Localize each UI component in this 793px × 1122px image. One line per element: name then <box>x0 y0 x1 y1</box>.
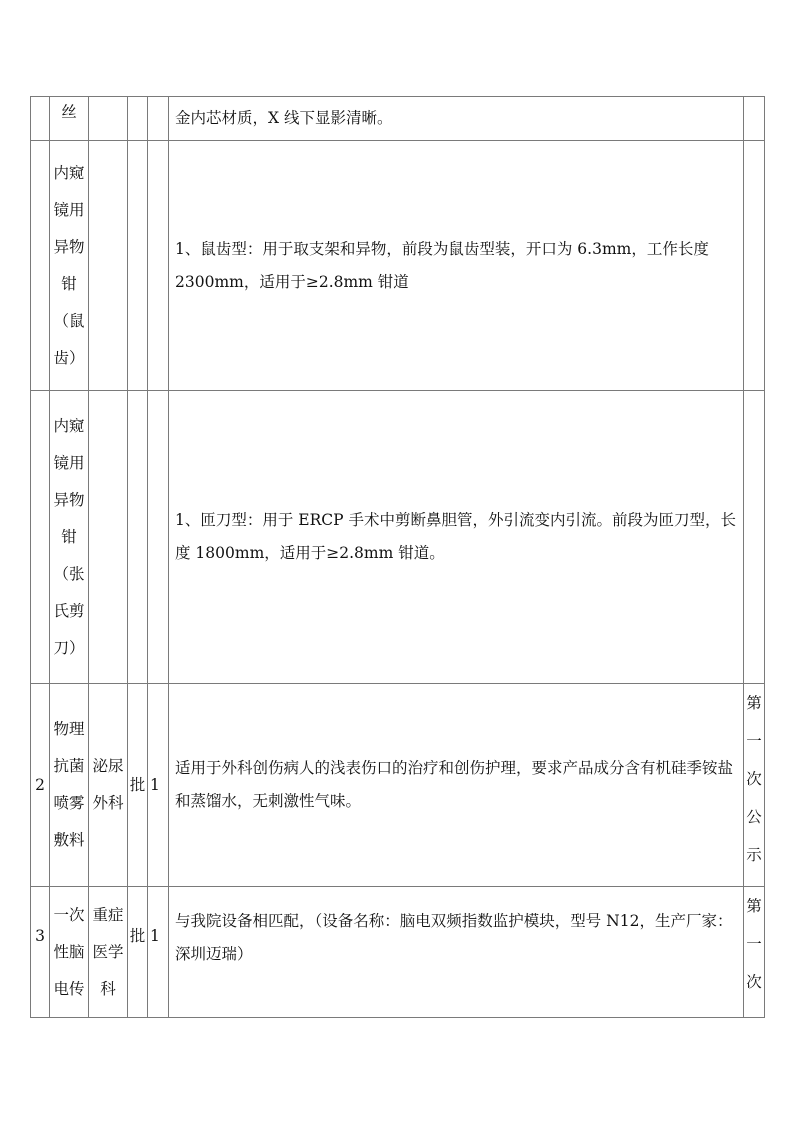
item-description: 适用于外科创伤病人的浅表伤口的治疗和创伤护理，要求产品成分含有机硅季铵盐和蒸馏水，无刺激性气味。 <box>169 684 744 887</box>
item-name-line: 钳 <box>61 274 77 293</box>
remark-char: 公 <box>746 808 762 826</box>
item-name-line: 一次 <box>53 905 85 924</box>
remark-char: 示 <box>746 846 762 864</box>
item-name-line: （张 <box>53 564 85 583</box>
item-name <box>50 391 89 684</box>
item-description: 与我院设备相匹配，（设备名称：脑电双频指数监护模块，型号 N12，生产厂家：深圳迈瑞） <box>169 887 744 1018</box>
quantity <box>148 391 169 684</box>
remark <box>744 97 765 141</box>
item-name-line: （鼠 <box>53 311 85 330</box>
procurement-table <box>30 96 765 1018</box>
unit: 批 <box>128 684 148 887</box>
remark-char: 第 <box>746 897 762 915</box>
item-name <box>50 684 89 887</box>
remark-char: 一 <box>746 732 762 750</box>
department <box>89 97 128 141</box>
item-description: 1、匝刀型：用于 ERCP 手术中剪断鼻胆管，外引流变内引流。前段为匝刀型，长度 1800mm，适用于≥2.8mm 钳道。 <box>169 391 744 684</box>
unit: 批 <box>128 887 148 1018</box>
department <box>89 887 128 1018</box>
remark <box>744 391 765 684</box>
quantity <box>148 141 169 391</box>
remark-char: 次 <box>746 973 762 991</box>
department-line: 科 <box>100 979 116 998</box>
department-line: 医学 <box>92 942 124 961</box>
item-name-line: 抗菌 <box>53 757 85 775</box>
remark-char: 第 <box>746 694 762 712</box>
quantity: 1 <box>148 887 169 1018</box>
item-description: 金内芯材质，X 线下显影清晰。 <box>169 97 744 141</box>
item-name-line: 镜用 <box>53 200 85 219</box>
item-name-line: 丝 <box>61 103 77 121</box>
department <box>89 391 128 684</box>
item-name-line: 电传 <box>53 979 85 998</box>
item-name-line: 氏剪 <box>53 601 85 620</box>
row-number <box>31 97 50 141</box>
item-name-line: 喷雾 <box>53 794 85 812</box>
quantity: 1 <box>148 684 169 887</box>
item-name-line: 性脑 <box>53 942 85 961</box>
unit <box>128 97 148 141</box>
unit <box>128 141 148 391</box>
item-name-line: 齿） <box>53 348 85 367</box>
item-name-line: 物理 <box>53 720 85 738</box>
item-name <box>50 887 89 1018</box>
department-line: 泌尿 <box>92 757 124 775</box>
item-name-line: 异物 <box>53 237 85 256</box>
table-row <box>31 887 765 1018</box>
department <box>89 684 128 887</box>
remark <box>744 684 765 887</box>
item-name <box>50 141 89 391</box>
quantity <box>148 97 169 141</box>
item-description: 1、鼠齿型：用于取支架和异物，前段为鼠齿型装，开口为 6.3mm，工作长度 2300mm，适用于≥2.8mm 钳道 <box>169 141 744 391</box>
table-row <box>31 391 765 684</box>
row-number: 3 <box>31 887 50 1018</box>
remark <box>744 887 765 1018</box>
row-number <box>31 391 50 684</box>
table-row <box>31 141 765 391</box>
item-name-line: 内窥 <box>53 163 85 182</box>
table-row <box>31 684 765 887</box>
department-line: 外科 <box>92 794 124 812</box>
remark-char: 次 <box>746 770 762 788</box>
unit <box>128 391 148 684</box>
item-name-line: 异物 <box>53 490 85 509</box>
department <box>89 141 128 391</box>
item-name <box>50 97 89 141</box>
remark-char: 一 <box>746 935 762 953</box>
item-name-line: 钳 <box>61 527 77 546</box>
item-name-line: 镜用 <box>53 453 85 472</box>
row-number <box>31 141 50 391</box>
table-row <box>31 97 765 141</box>
item-name-line: 内窥 <box>53 416 85 435</box>
department-line: 重症 <box>92 905 124 924</box>
row-number: 2 <box>31 684 50 887</box>
item-name-line: 刀） <box>53 638 85 657</box>
item-name-line: 敷料 <box>53 831 85 849</box>
remark <box>744 141 765 391</box>
